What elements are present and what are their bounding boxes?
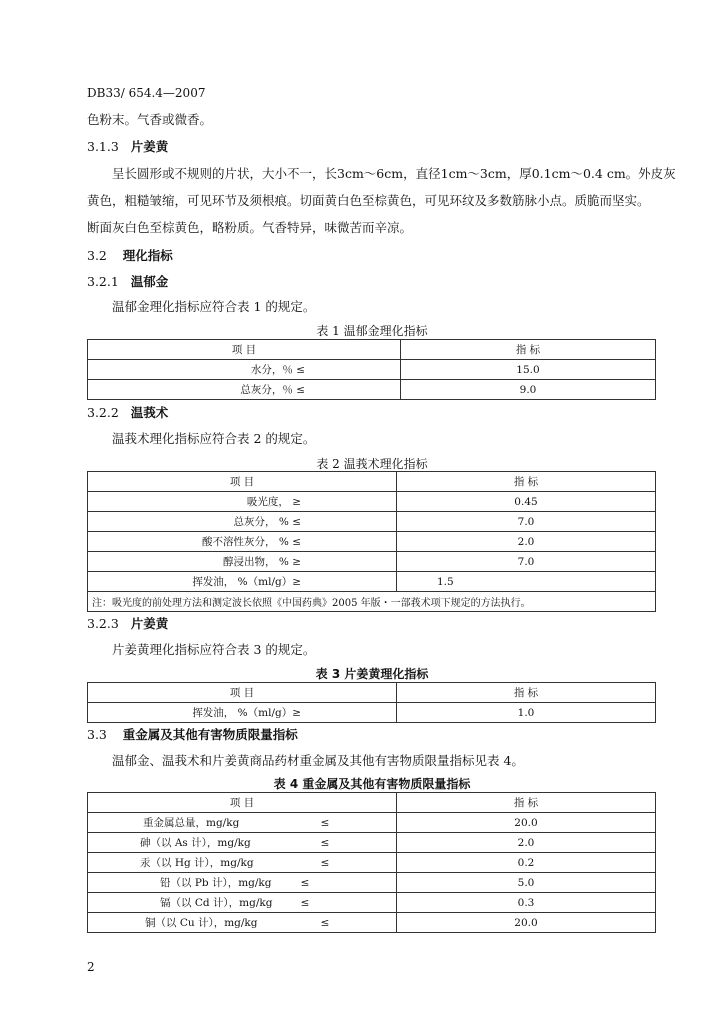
column-header-value: 指 标	[401, 340, 656, 360]
table-row	[88, 532, 656, 552]
cell-item	[88, 893, 397, 913]
table-header-row	[88, 340, 656, 360]
section-title: 片姜黄	[130, 616, 169, 631]
cell-item	[88, 813, 397, 833]
table-3-caption: 表 3 片姜黄理化指标	[315, 667, 429, 681]
table-row	[88, 703, 656, 723]
section-number: 3.3	[87, 727, 107, 742]
leq-symbol: ≤	[320, 857, 330, 869]
cell-value: 2.0	[397, 532, 656, 552]
table-2-caption: 表 2 温莪术理化指标	[316, 457, 428, 471]
paragraph-line: 呈长圆形或不规则的片状，大小不一，长3cm～6cm，直径1cm～3cm，厚0.1cm～0.4 cm。外皮灰	[112, 166, 676, 181]
cell-value: 0.2	[397, 853, 656, 873]
document-code: DB33/ 654.4—2007	[87, 86, 206, 100]
table-header-row	[88, 683, 656, 703]
table-note: 注：吸光度的前处理方法和测定波长依照《中国药典》2005 年版・一部莪术项下规定的方法执行。	[88, 592, 656, 612]
table-row	[88, 833, 656, 853]
table-4	[87, 792, 656, 933]
cell-item	[88, 853, 397, 873]
cell-item: 水分，％ ≤	[88, 360, 401, 380]
section-3-1-3-heading	[87, 137, 168, 155]
section-number: 3.2.3	[87, 616, 119, 631]
column-header-item: 项 目	[88, 472, 397, 492]
continued-paragraph: 色粉末。气香或微香。	[87, 112, 213, 127]
cell-value: 1.5	[397, 572, 656, 592]
cell-item: 酸不溶性灰分， % ≤	[88, 532, 397, 552]
column-header-value: 指 标	[397, 793, 656, 813]
column-header-item: 项 目	[88, 793, 397, 813]
leq-symbol: ≤	[320, 837, 330, 849]
cell-item: 醇浸出物， % ≥	[88, 552, 397, 572]
paragraph-line: 断面灰白色至棕黄色，略粉质。气香特异，味微苦而辛凉。	[87, 220, 413, 235]
cell-item: 总灰分， % ≤	[88, 512, 397, 532]
table-3	[87, 682, 656, 723]
paragraph: 温莪术理化指标应符合表 2 的规定。	[112, 431, 316, 446]
cell-value: 0.3	[397, 893, 656, 913]
section-title: 片姜黄	[130, 139, 169, 154]
cell-item	[88, 913, 397, 933]
table-1	[87, 339, 656, 400]
leq-symbol: ≤	[300, 897, 310, 909]
paragraph-line: 黄色，粗糙皱缩，可见环节及须根痕。切面黄白色至棕黄色，可见环纹及多数筋脉小点。质脆而坚实。	[87, 193, 650, 208]
table-row	[88, 492, 656, 512]
cell-value: 0.45	[397, 492, 656, 512]
cell-item: 总灰分，％ ≤	[88, 380, 401, 400]
table-row	[88, 512, 656, 532]
column-header-value: 指 标	[397, 683, 656, 703]
cell-value: 9.0	[401, 380, 656, 400]
item-name: 重金属总量，mg/kg	[143, 817, 240, 829]
cell-value: 5.0	[397, 873, 656, 893]
cell-value: 7.0	[397, 512, 656, 532]
paragraph: 片姜黄理化指标应符合表 3 的规定。	[112, 642, 316, 657]
paragraph: 温郁金、温莪术和片姜黄商品药材重金属及其他有害物质限量指标见表 4。	[112, 753, 524, 768]
section-title: 温莪术	[130, 405, 169, 420]
cell-value: 7.0	[397, 552, 656, 572]
table-header-row	[88, 793, 656, 813]
section-3-2-2-heading	[87, 403, 168, 421]
item-name: 铜（以 Cu 计），mg/kg	[145, 917, 258, 929]
page-number: 2	[87, 960, 95, 974]
table-1-caption: 表 1 温郁金理化指标	[316, 324, 428, 338]
section-number: 3.1.3	[87, 139, 119, 154]
table-row	[88, 572, 656, 592]
cell-value: 2.0	[397, 833, 656, 853]
table-row	[88, 360, 656, 380]
column-header-value: 指 标	[397, 472, 656, 492]
cell-value: 20.0	[397, 813, 656, 833]
cell-item	[88, 873, 397, 893]
item-name: 铅（以 Pb 计），mg/kg	[160, 877, 272, 889]
leq-symbol: ≤	[320, 817, 330, 829]
paragraph: 温郁金理化指标应符合表 1 的规定。	[112, 299, 316, 314]
section-number: 3.2.2	[87, 405, 119, 420]
table-row	[88, 552, 656, 572]
table-header-row	[88, 472, 656, 492]
section-number: 3.2	[87, 248, 107, 263]
cell-item: 挥发油， %（ml/g）≥	[88, 703, 397, 723]
table-row	[88, 913, 656, 933]
table-2	[87, 471, 656, 612]
cell-value: 15.0	[401, 360, 656, 380]
cell-item: 吸光度， ≥	[88, 492, 397, 512]
table-4-caption: 表 4 重金属及其他有害物质限量指标	[273, 777, 471, 791]
section-3-2-heading	[87, 246, 173, 264]
cell-item: 挥发油， %（ml/g）≥	[88, 572, 397, 592]
section-title: 温郁金	[130, 274, 169, 289]
column-header-item: 项 目	[88, 683, 397, 703]
table-row	[88, 873, 656, 893]
item-name: 镉（以 Cd 计），mg/kg	[160, 897, 273, 909]
section-title: 理化指标	[122, 248, 173, 263]
table-row	[88, 893, 656, 913]
cell-value: 1.0	[397, 703, 656, 723]
table-row	[88, 853, 656, 873]
section-3-2-3-heading	[87, 614, 168, 632]
section-title: 重金属及其他有害物质限量指标	[122, 727, 298, 742]
cell-item	[88, 833, 397, 853]
section-number: 3.2.1	[87, 274, 119, 289]
column-header-item: 项 目	[88, 340, 401, 360]
section-3-3-heading	[87, 725, 298, 743]
item-name: 砷（以 As 计），mg/kg	[140, 837, 251, 849]
leq-symbol: ≤	[320, 917, 330, 929]
table-note-row	[88, 592, 656, 612]
leq-symbol: ≤	[300, 877, 310, 889]
table-row	[88, 813, 656, 833]
table-row	[88, 380, 656, 400]
section-3-2-1-heading	[87, 272, 168, 290]
cell-value: 20.0	[397, 913, 656, 933]
item-name: 汞（以 Hg 计），mg/kg	[140, 857, 254, 869]
